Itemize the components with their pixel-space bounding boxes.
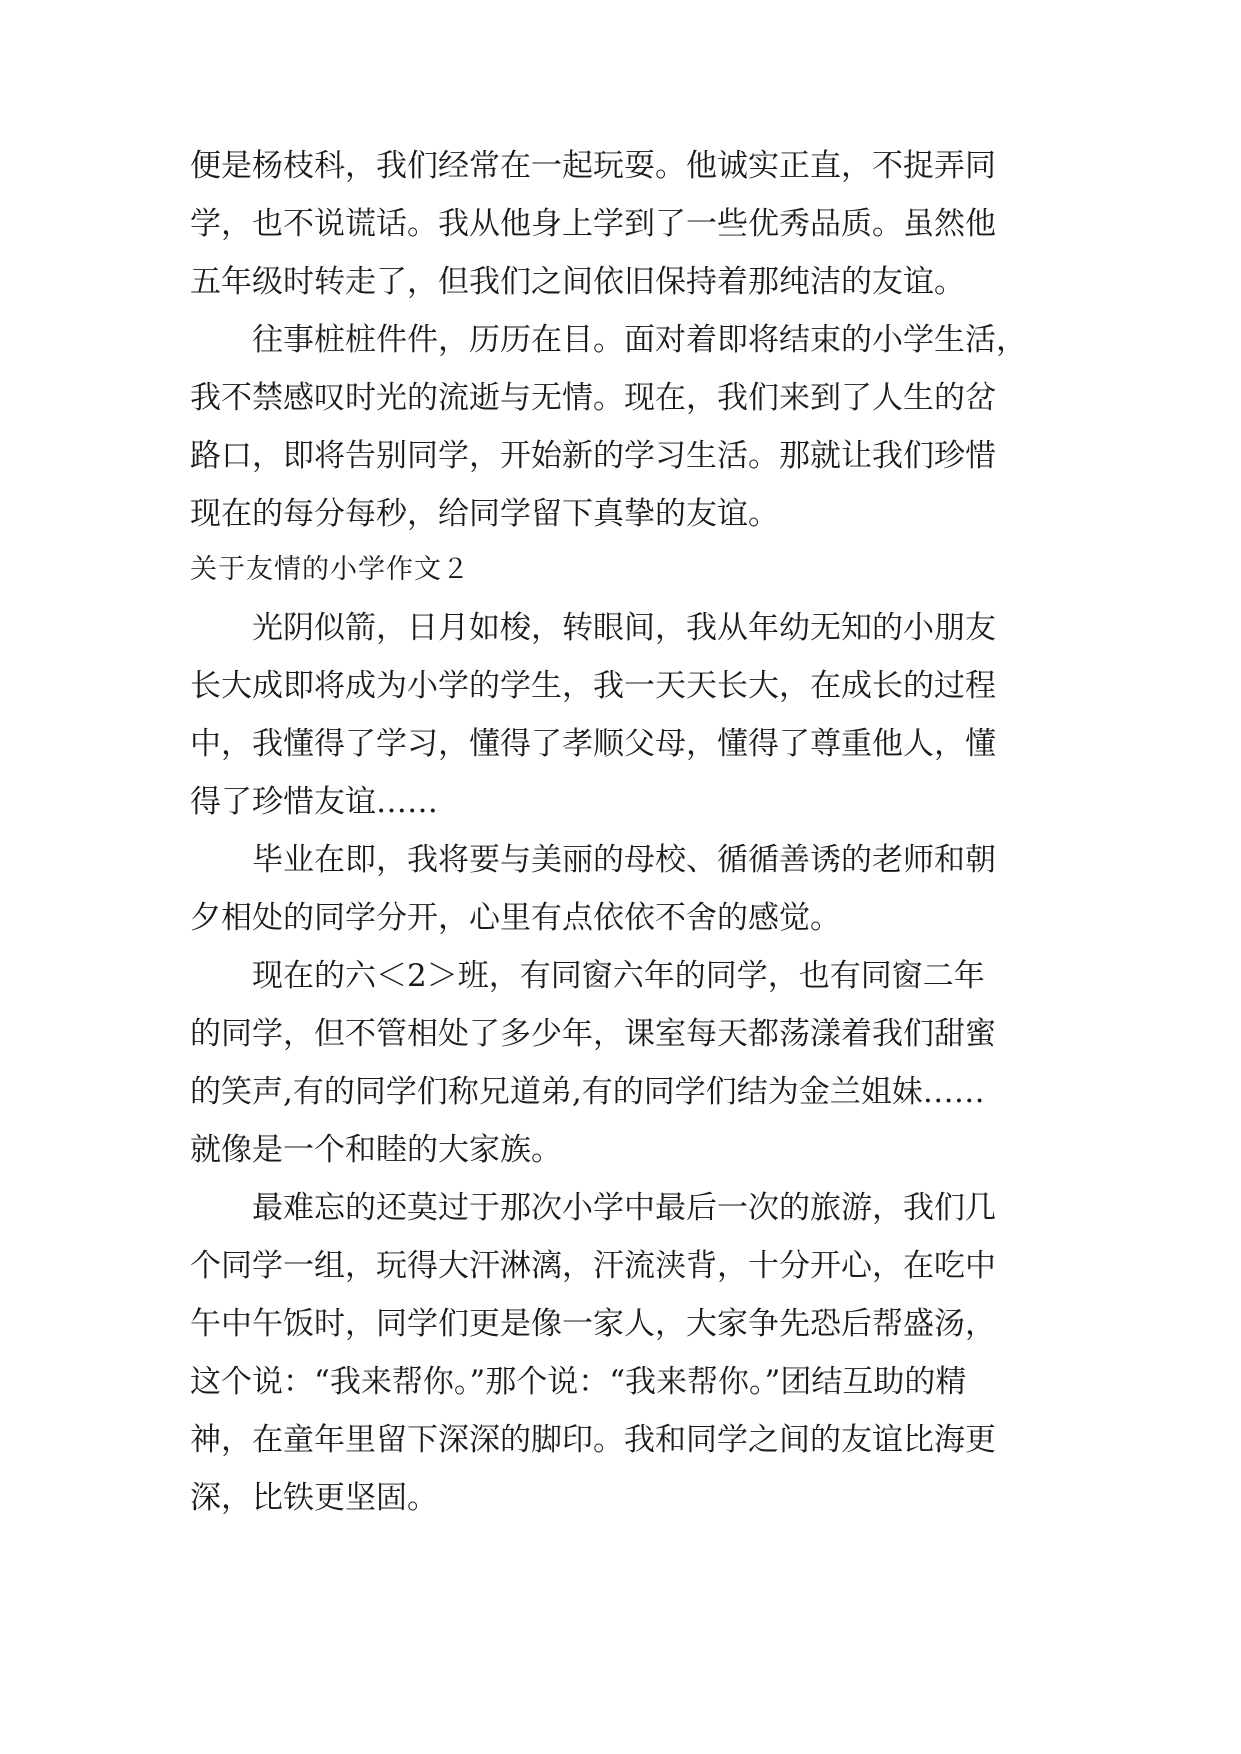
section-heading: 关于友情的小学作文２ xyxy=(190,554,470,585)
text-line: 我不禁感叹时光的流逝与无情。现在，我们来到了人生的岔 xyxy=(190,380,996,416)
text-line: 长大成即将成为小学的学生，我一天天长大，在成长的过程 xyxy=(190,668,996,704)
paragraph-first-line: 毕业在即，我将要与美丽的母校、循循善诱的老师和朝 xyxy=(252,842,996,878)
text-line: 就像是一个和睦的大家族。 xyxy=(190,1132,562,1168)
text-line: 这个说：“我来帮你。”那个说：“我来帮你。”团结互助的精 xyxy=(190,1364,967,1400)
text-line: 现在的每分每秒，给同学留下真挚的友谊。 xyxy=(190,496,779,532)
text-line: 的同学，但不管相处了多少年，课室每天都荡漾着我们甜蜜 xyxy=(190,1016,996,1052)
text-line: 学，也不说谎话。我从他身上学到了一些优秀品质。虽然他 xyxy=(190,206,996,242)
text-line: 五年级时转走了，但我们之间依旧保持着那纯洁的友谊。 xyxy=(190,264,965,300)
paragraph-first-line: 现在的六＜2＞班，有同窗六年的同学，也有同窗二年 xyxy=(252,958,985,994)
paragraph-first-line: 往事桩桩件件，历历在目。面对着即将结束的小学生活， xyxy=(252,322,1027,358)
text-line: 个同学一组，玩得大汗淋漓，汗流浃背，十分开心，在吃中 xyxy=(190,1248,996,1284)
paragraph-first-line: 光阴似箭，日月如梭，转眼间，我从年幼无知的小朋友 xyxy=(252,610,996,646)
text-line: 神，在童年里留下深深的脚印。我和同学之间的友谊比海更 xyxy=(190,1422,996,1458)
text-line: 便是杨枝科，我们经常在一起玩耍。他诚实正直，不捉弄同 xyxy=(190,148,996,184)
text-line: 夕相处的同学分开，心里有点依依不舍的感觉。 xyxy=(190,900,841,936)
text-line: 的笑声,有的同学们称兄道弟,有的同学们结为金兰姐妹…… xyxy=(190,1074,985,1110)
text-line: 深，比铁更坚固。 xyxy=(190,1480,438,1516)
text-line: 路口，即将告别同学，开始新的学习生活。那就让我们珍惜 xyxy=(190,438,996,474)
text-line: 午中午饭时，同学们更是像一家人，大家争先恐后帮盛汤， xyxy=(190,1306,996,1342)
text-line: 得了珍惜友谊…… xyxy=(190,784,438,820)
paragraph-first-line: 最难忘的还莫过于那次小学中最后一次的旅游，我们几 xyxy=(252,1190,996,1226)
text-line: 中，我懂得了学习，懂得了孝顺父母，懂得了尊重他人，懂 xyxy=(190,726,996,762)
